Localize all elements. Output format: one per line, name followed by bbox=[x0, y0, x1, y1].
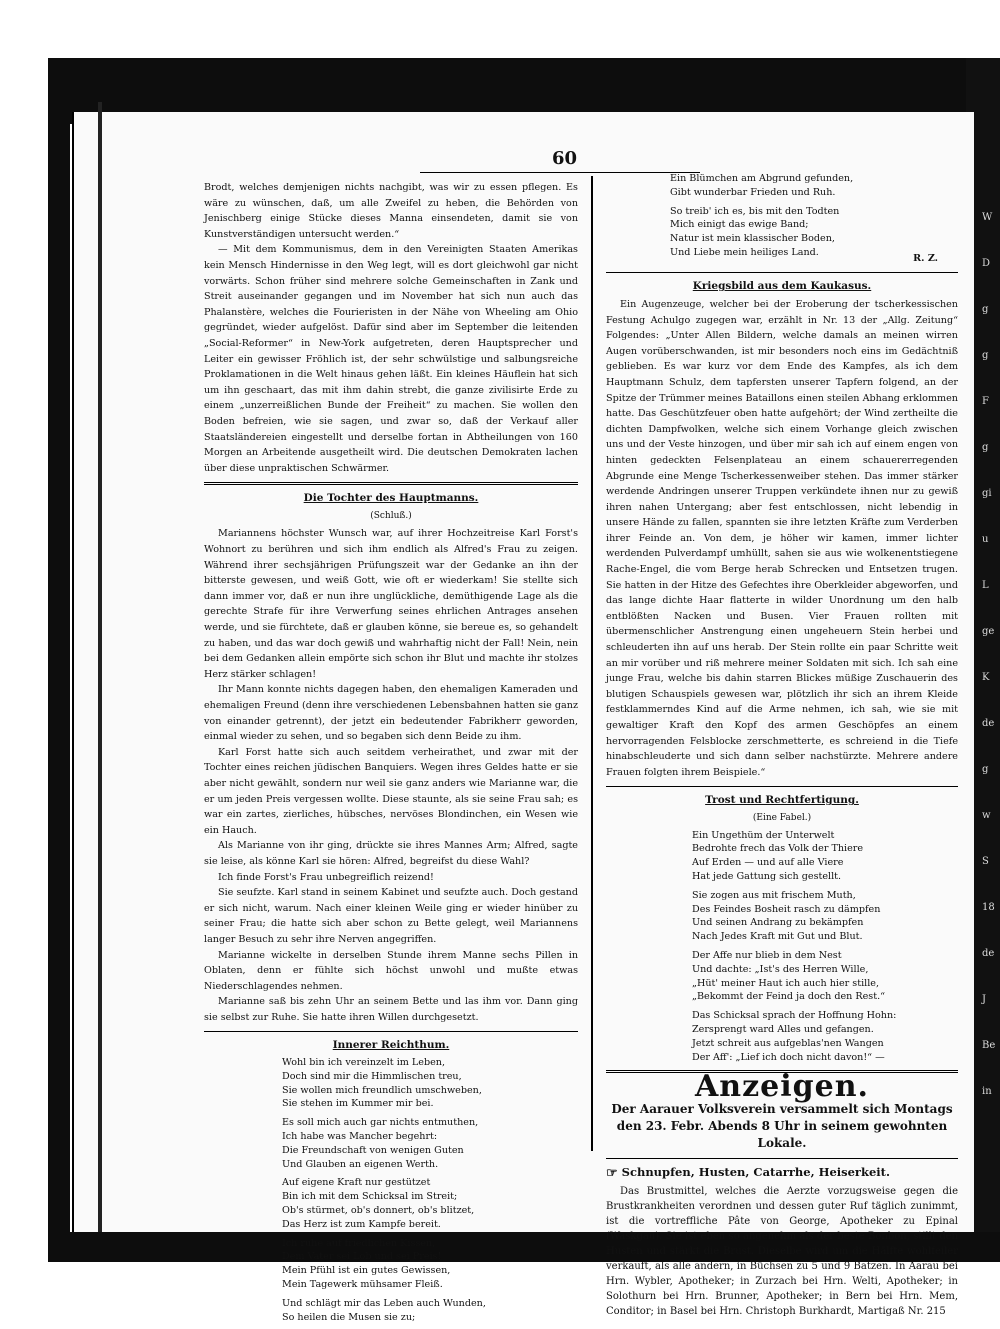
intro-paragraph: — Mit dem Kommunismus, dem in den Vereinigten Staaten Amerikas kein Mensch Hindernisse in den Weg legt, will es dort gleichwohl gar nicht vorwärts. Schon früher sind mehrere solche Gemeinschaften in Zank und Streit auseinander gegangen und im November hat sich nun auch das Phalanstère, welches die Fourieristen in der Nähe von Wheeling am Ohio gegründet, wieder aufgelöst. Dafür sind aber im September die leitenden „Social-Reformer“ in New-York aufgetreten, deren Hauptsprecher und Leiter ein gewisser Fröhlich ist, der sehr schwülstige und salbungsreiche Proklamationen in die Welt hinaus gehen läßt. Ein kleines Häuflein hat sich um ihn geschaart, das mit ihm dahin strebt, die ganze zivilisirte Erde zu einem „unzerreißlichen Bunde der Freiheit“ zu machen. Sie wollen den Boden befreien, wie sie sagen, und zwar so, daß der Verkauf aller Staatsländereien eingestellt und derselbe fortan in Abtheilungen von 160 Morgen an Arbeitende ausgetheilt wird. Die deutschen Demokraten lachen über diese unpraktischen Schwärmer. bbox=[204, 244, 578, 474]
poem-stanza bbox=[282, 1176, 578, 1231]
fable-line: Des Feindes Bosheit rasch zu dämpfen bbox=[692, 903, 881, 915]
poem-line: Und Glauben an eigenen Werth. bbox=[282, 1158, 439, 1170]
pointing-hand-icon: ☞ bbox=[606, 1165, 618, 1181]
fable-line: Nach Jedes Kraft mit Gut und Blut. bbox=[692, 931, 863, 943]
fable-title: Trost und Rechtfertigung. bbox=[705, 794, 859, 807]
poem-line: Wohl bin ich vereinzelt im Leben, bbox=[282, 1057, 446, 1069]
ad-heading-text: Schnupfen, Husten, Catarrhe, Heiserkeit. bbox=[621, 1164, 890, 1179]
story-paragraph: Marianne saß bis zehn Uhr an seinem Bette und las ihm vor. Dann ging sie selbst zur Ruhe. Sie hatte ihren Willen durchgesetzt. bbox=[204, 996, 578, 1023]
fable-line: Hat jede Gattung sich gestellt. bbox=[692, 870, 842, 882]
margin-fragment: w bbox=[982, 810, 991, 821]
margin-fragment: de bbox=[982, 948, 995, 959]
section-rule bbox=[606, 272, 958, 273]
page-number: 60 bbox=[552, 148, 578, 169]
fable-line: Jetzt schreit aus aufgeblas'nen Wangen bbox=[692, 1037, 884, 1049]
page-inner-edge bbox=[98, 102, 102, 1232]
fable-line: „Bekommt der Feind ja doch den Rest.“ bbox=[692, 991, 886, 1003]
margin-fragment: u bbox=[982, 534, 989, 545]
fable-line: Zersprengt ward Alles und gefangen. bbox=[692, 1023, 874, 1035]
ad-cough-text: Das Brustmittel, welches die Aerzte vorzugsweise gegen die Brustkrankheiten verordnen und dessen guter Ruf täglich zunimmt, ist die vortreffliche Pâte von George, Apotheker zu Epinal (Waskgau). Sie ist eben so angenehm als der beste Bonbon, stillt den Husten und stärkt die Brust. Dieselbe wird um die Hälfte wohlfeiler verkauft, als alle andern, in Büchsen zu 5 und 9 Batzen. In Aarau bei Hrn. Wybler, Apotheker; in Zurzach bei Hrn. Welti, Apotheker; in Solothurn bei Hrn. Brunner, Apotheker; in Bern bei Hrn. Mem, Conditor; in Basel bei Hrn. Christoph Burkhardt, Martigaß Nr. 215 bbox=[606, 1185, 958, 1317]
scan-border-left bbox=[48, 58, 70, 1258]
fable-line: Bedrohte frech das Volk der Thiere bbox=[692, 843, 864, 855]
story-paragraph: Mariannens höchster Wunsch war, auf ihrer Hochzeitreise Karl Forst's Wohnort zu berühren und sich ihm endlich als Alfred's Frau zu zeigen. Während ihrer sechsjährigen Prüfungszeit war der Gedanke an ihn der bitterste gewesen, und weiß Gott, wie oft er wiederkam! Sie stellte sich dann immer vor, daß er nun ihre unglückliche, demüthigende Lage als die gerechte Strafe für ihre Verwerfung seines ehrlichen Antrages ansehen werde, und sie fürchtete, daß er glauben könne, sie bereue es, so gehandelt zu haben, und das war doch gewiß und wahrhaftig nicht der Fall! Nein, nein bei dem Gedanken allein empörte sich schon ihr Blut und machte ihr stolzes Herz stärker schlagen! bbox=[204, 528, 578, 680]
margin-fragment: g bbox=[982, 304, 989, 315]
poem-continuation bbox=[606, 172, 958, 260]
right-column bbox=[606, 172, 958, 1319]
story-paragraph: Ich finde Forst's Frau unbegreiflich reizend! bbox=[218, 871, 434, 883]
poem-body bbox=[204, 1056, 578, 1324]
poem-stanza bbox=[282, 1297, 578, 1325]
margin-fragment: ge bbox=[982, 626, 995, 637]
fable-line: Der Affe nur blieb in dem Nest bbox=[692, 949, 842, 961]
fable-line: Der Aff': „Lief ich doch nicht davon!“ — bbox=[692, 1051, 885, 1063]
margin-fragment: S bbox=[982, 856, 989, 867]
margin-fragment: de bbox=[982, 718, 995, 729]
intro-paragraph: Brodt, welches demjenigen nichts nachgibt, was wir zu essen pflegen. Es wäre zu wünschen, daß, um alle Zweifel zu heben, die Behörden von Jenischberg einige Stücke dieses Manna einsendeten, damit sie von Kunstverständigen untersucht werden.“ bbox=[204, 182, 578, 240]
poem-line: Mich einigt das ewige Band; bbox=[670, 219, 809, 231]
margin-fragment: J bbox=[982, 994, 987, 1005]
poem-line: Mein Tagewerk mühsamer Fleiß. bbox=[282, 1279, 443, 1291]
poem-line: Ich ruhe auf friedlichen Kissen, bbox=[282, 1237, 436, 1249]
fable-subtitle: (Eine Fabel.) bbox=[752, 812, 812, 823]
fable-stanza bbox=[692, 949, 958, 1004]
poem-line: Mein Pfühl ist ein gutes Gewissen, bbox=[282, 1265, 451, 1277]
column-separator bbox=[591, 176, 593, 1151]
margin-fragment: gi bbox=[982, 488, 992, 499]
margin-fragment: F bbox=[982, 396, 989, 407]
margin-fragment: D bbox=[982, 258, 991, 269]
margin-fragment: K bbox=[982, 672, 990, 683]
margin-fragment: g bbox=[982, 350, 989, 361]
left-column bbox=[204, 180, 578, 1329]
section-rule bbox=[204, 1031, 578, 1032]
margin-fragment: in bbox=[982, 1086, 992, 1097]
ad-volksverein: Der Aarauer Volksverein versammelt sich Montags den 23. Febr. Abends 8 Uhr in seinem gewohnten Lokale. bbox=[611, 1101, 953, 1150]
poem-stanza bbox=[670, 172, 958, 200]
story-title: Die Tochter des Hauptmanns. bbox=[303, 492, 479, 505]
story-paragraph: Als Marianne von ihr ging, drückte sie ihres Mannes Arm; Alfred, sagte sie leise, als könne Karl sie hören: Alfred, begreifst du diese Wahl? bbox=[204, 840, 578, 867]
fable-line: „Hüt' meiner Haut ich auch hier stille, bbox=[692, 977, 880, 989]
fable-line: Und seinen Andrang zu bekämpfen bbox=[692, 917, 864, 929]
margin-fragment: L bbox=[982, 580, 989, 591]
margin-fragment: g bbox=[982, 442, 989, 453]
poem-line: So treib' ich es, bis mit den Todten bbox=[670, 205, 840, 217]
fable-stanza bbox=[692, 829, 958, 884]
poem-stanza bbox=[282, 1056, 578, 1111]
margin-fragment: Be bbox=[982, 1040, 996, 1051]
poem-line: So heilen die Musen sie zu; bbox=[282, 1311, 416, 1323]
poem-line: Bin ich mit dem Schicksal im Streit; bbox=[282, 1191, 458, 1203]
section-rule bbox=[204, 482, 578, 485]
fable-line: Sie zogen aus mit frischem Muth, bbox=[692, 889, 856, 901]
fable-line: Auf Erden — und auf alle Viere bbox=[692, 857, 844, 869]
ad-rule bbox=[606, 1158, 958, 1159]
poem-line: Sie stehen im Kummer mir bei. bbox=[282, 1098, 434, 1110]
poem-line: Natur ist mein klassischer Boden, bbox=[670, 233, 835, 245]
story-paragraph: Sie seufzte. Karl stand in seinem Kabinet und seufzte auch. Doch gestand er sich nicht, warum. Nach einer kleinen Weile ging er wieder hinüber zu seiner Frau; die hatte sich aber schon zu Bette gelegt, weil Mariannens langer Besuch zu sehr ihre Nerven angegriffen. bbox=[204, 887, 578, 945]
fable-line: Das Schicksal sprach der Hoffnung Hohn: bbox=[692, 1010, 897, 1022]
ads-heading: Anzeigen. bbox=[695, 1069, 869, 1105]
poem-title: Innerer Reichthum. bbox=[332, 1039, 450, 1052]
poem-stanza bbox=[282, 1237, 578, 1292]
ad-heading-cough bbox=[606, 1165, 958, 1182]
fable-stanza bbox=[692, 889, 958, 944]
war-article-paragraph: Ein Augenzeuge, welcher bei der Eroberung der tscherkessischen Festung Achulgo zugegen war, erzählt in Nr. 13 der „Allg. Zeitung“ Folgendes: „Unter Allen Bildern, welche damals an meinen wirren Augen vorüberschwanden, ist mir besonders noch eins im Gedächtniß geblieben. Es war kurz vor dem Ende des Kampfes, als ich dem Hauptmann Schulz, dem tapfersten unserer Tapfern folgend, an der Spitze der Trümmer meines Bataillons einen steilen Abhang erklommen hatte. Das Geschützfeuer oben hatte aufgehört; der Wind zertheilte die dichten Dampfwolken, welche sich einem Vorhange gleich zwischen uns und der Veste hinzogen, und über mir sah ich auf einem engen von hinten gedeckten Felsenplateau an einem schauererregenden Abgrunde eine Menge Tscherkessenweiber stehen. Das immer stärker werdende Andringen unserer Truppen verkündete ihnen nur zu gewiß ihren nahen Untergang; aber fest entschlossen, nicht lebendig in unsere Hände zu fallen, spannten sie ihre letzten Kräfte zum Verderben ihrer Feinde an. Von dem, je höher wir kamen, immer lichter werdenden Pulverdampf umhüllt, sahen sie aus wie wolkenentstiegene Rache-Engel, die vom Berge herab Schrecken und Entsetzen trugen. Sie hatten in der Hitze des Gefechtes ihre Oberkleider abgeworfen, und das lange dichte Haar flatterte in wilder Unordnung um den halb entblößten Nacken und Busen. Vier Frauen rollten mit übermenschlicher Anstrengung einen ungeheuern Stein herbei und schleuderten ihn auf uns herab. Der Stein rollte ein paar Schritte weit an mir vorüber und riß mehrere meiner Soldaten mit sich. Ich sah eine junge Frau, welche bis dahin starren Blickes müßige Zuschauerin des blutigen Schauspiels gewesen war, plötzlich ihr sich an ihrem Kleide festklammerndes Kind auf die Arme nehmen, ich sah, wie sie mit gewaltiger Kraft den Kopf des armen Geschöpfes an einem hervorragenden Felsblocke zerschmetterte, es schreiend in die Tiefe hinabschleuderte und sich dann selber nachstürzte. Mehrere andere Frauen folgten ihrem Beispiele.“ bbox=[606, 298, 958, 778]
fable-line: Und dachte: „Ist's des Herren Wille, bbox=[692, 963, 869, 975]
poem-line: Dem Vater sei Lob und sei Preis! bbox=[282, 1251, 442, 1263]
story-paragraph: Ihr Mann konnte nichts dagegen haben, den ehemaligen Kameraden und ehemaligen Freund (denn ihre verschiedenen Lebensbahnen hatten sie ganz von einander getrennt), der jetzt ein bedeutender Fabrikherr geworden, einmal wieder zu sehen, und so begaben sich denn Beide zu ihm. bbox=[204, 684, 578, 743]
margin-fragment: g bbox=[982, 764, 989, 775]
poem-signature: R. Z. bbox=[913, 252, 938, 264]
poem-line: Ein Blümchen am Abgrund gefunden, bbox=[670, 173, 854, 184]
story-paragraph: Marianne wickelte in derselben Stunde ihrem Manne sechs Pillen in Oblaten, denn er fühlte sich höchst unwohl und mußte etwas Niederschlagendes nehmen. bbox=[204, 949, 578, 992]
poem-line: Die Freundschaft von wenigen Guten bbox=[282, 1144, 464, 1156]
fable-line: Ein Ungethüm der Unterwelt bbox=[692, 829, 835, 841]
war-article-title: Kriegsbild aus dem Kaukasus. bbox=[692, 280, 872, 293]
margin-fragment: 18 bbox=[982, 902, 995, 913]
fable-stanza bbox=[692, 1009, 958, 1064]
poem-line: Auf eigene Kraft nur gestützet bbox=[282, 1177, 431, 1189]
section-rule bbox=[606, 786, 958, 787]
poem-line: Das Herz ist zum Kampfe bereit. bbox=[282, 1218, 441, 1230]
poem-line: Gibt wunderbar Frieden und Ruh. bbox=[670, 186, 836, 198]
poem-line: Und Liebe mein heiliges Land. bbox=[670, 246, 819, 258]
story-paragraph: Karl Forst hatte sich auch seitdem verheirathet, und zwar mit der Tochter eines reichen jüdischen Banquiers. Wegen ihres Geldes hatte er sie aber nicht gewählt, sondern nur weil sie ganz anders wie Marianne war, die er um jeden Preis vergessen wollte. Diese staunte, als sie seine Frau sah; es war ein zartes, zierliches, hübsches, nervöses Blondinchen, ein Wesen wie ein Hauch. bbox=[204, 746, 578, 836]
poem-line: Ob's stürmet, ob's donnert, ob's blitzet, bbox=[282, 1205, 475, 1217]
fable-body bbox=[606, 829, 958, 1065]
poem-line: Ich habe was Mancher begehrt: bbox=[282, 1131, 438, 1143]
poem-line: Es soll mich auch gar nichts entmuthen, bbox=[282, 1117, 479, 1129]
poem-line: Doch sind mir die Himmlischen treu, bbox=[282, 1070, 462, 1082]
margin-fragment: W bbox=[982, 212, 993, 223]
poem-stanza bbox=[282, 1116, 578, 1171]
poem-line: Sie wollen mich freundlich umschweben, bbox=[282, 1084, 482, 1096]
story-subtitle: (Schluß.) bbox=[370, 510, 412, 521]
poem-line: Und schlägt mir das Leben auch Wunden, bbox=[282, 1297, 486, 1309]
